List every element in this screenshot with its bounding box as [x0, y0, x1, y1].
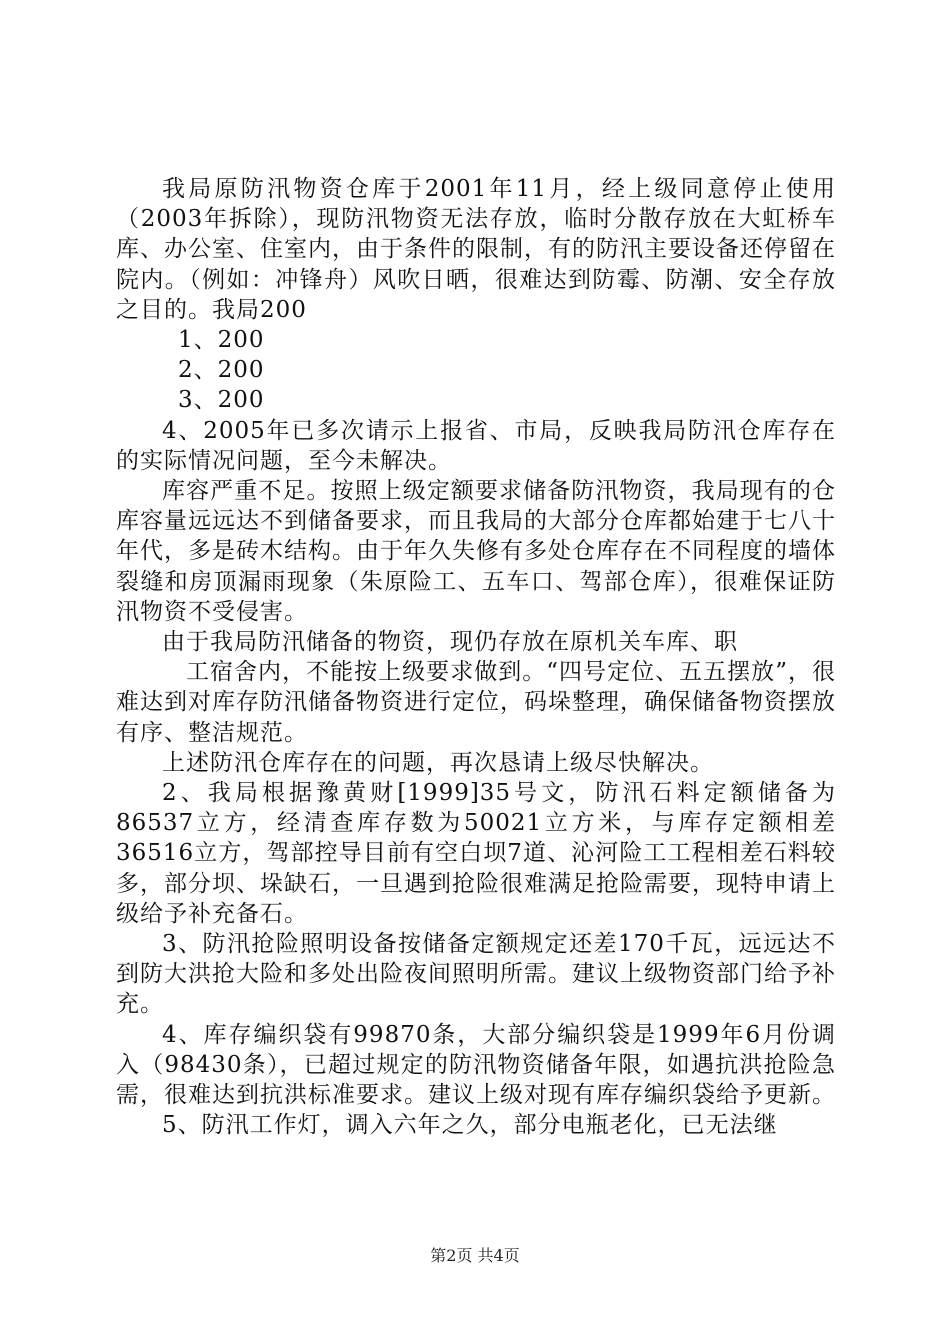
paragraph-woven-bags: 4、库存编织袋有99870条，大部分编织袋是1999年6月份调入（98430条），已超过规定的防汛物资储备年限，如遇抗洪抢险急需，很难达到抗洪标准要求。建议上级对现有库存编织袋给予更新。 — [116, 1021, 836, 1109]
paragraph-warehouse-history: 我局原防汛物资仓库于2001年11月，经上级同意停止使用（2003年拆除），现防汛物资无法存放，临时分散存放在大虹桥车库、办公室、住室内，由于条件的限制，有的防汛主要设备还停留在院内。（例如：冲锋舟）风吹日晒，很难达到防霉、防潮、安全存放之目的。我局200 — [116, 176, 836, 323]
paragraph-request-resolution: 上述防汛仓库存在的问题，再次恳请上级尽快解决。 — [162, 749, 714, 776]
paragraph-storage-location-continued: 工宿舍内，不能按上级要求做到。“四号定位、五五摆放”，很难达到对库存防汛储备物资进行定位，码垛整理，确保储备物资摆放有序、整洁规范。 — [116, 659, 836, 746]
page-number-footer: 第2页 共4页 — [430, 1246, 520, 1265]
document-body — [116, 174, 836, 1141]
paragraph-lighting-equipment: 3、防汛抢险照明设备按储备定额规定还差170千瓦，远远达不到防大洪抢大险和多处出险夜间照明所需。建议上级物资部门给予补充。 — [116, 931, 836, 1018]
paragraph-item-3: 3、200 — [178, 387, 265, 414]
paragraph-item-4-report: 4、2005年已多次请示上报省、市局，反映我局防汛仓库存在的实际情况问题，至今未解决。 — [116, 417, 836, 474]
paragraph-item-2: 2、200 — [178, 357, 265, 384]
paragraph-work-lamps: 5、防汛工作灯，调入六年之久，部分电瓶老化，已无法继 — [162, 1112, 778, 1139]
paragraph-storage-location: 由于我局防汛储备的物资，现仍存放在原机关车库、职 — [162, 629, 738, 656]
paragraph-capacity-shortage: 库容严重不足。按照上级定额要求储备防汛物资，我局现有的仓库容量远远达不到储备要求，而且我局的大部分仓库都始建于七八十年代，多是砖木结构。由于年久失修有多处仓库存在不同程度的墙体裂缝和房顶漏雨现象（朱原险工、五车口、驾部仓库），很难保证防汛物资不受侵害。 — [116, 478, 836, 625]
paragraph-stone-reserve: 2、我局根据豫黄财[1999]35号文，防汛石料定额储备为86537立方，经清查库存数为50021立方米，与库存定额相差36516立方，驾部控导目前有空白坝7道、沁河险工工程相差石料较多，部分坝、垛缺石，一旦遇到抢险很难满足抢险需要，现特申请上级给予补充备石。 — [116, 780, 836, 927]
paragraph-item-1: 1、200 — [178, 327, 265, 354]
